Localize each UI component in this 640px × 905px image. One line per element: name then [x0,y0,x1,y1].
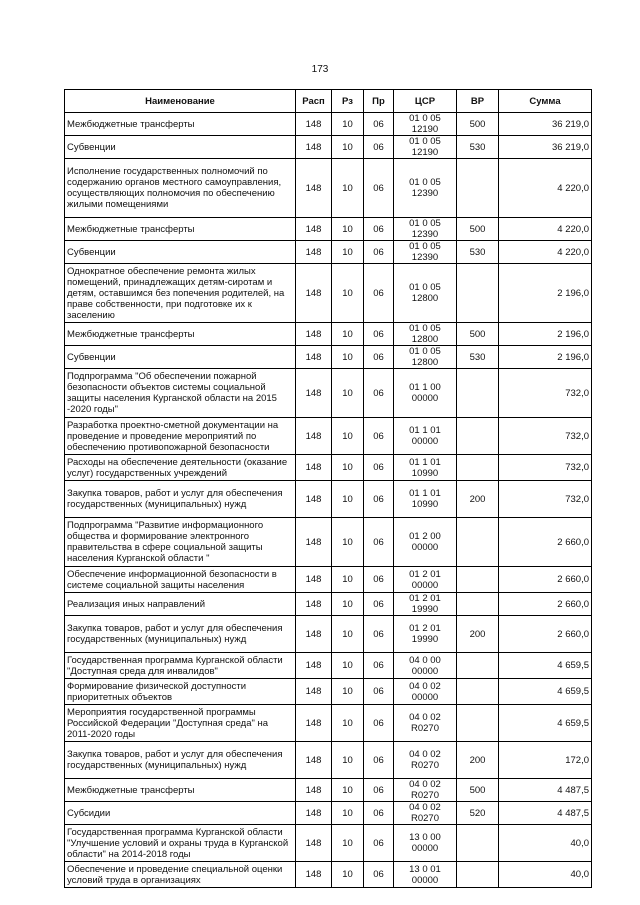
table-row [65,825,592,862]
row-pr: 06 [364,241,394,264]
table-row [65,705,592,742]
row-sum: 732,0 [499,418,592,455]
row-vr [457,455,499,481]
row-rz: 10 [332,218,364,241]
row-sum: 36 219,0 [499,113,592,136]
row-rasp: 148 [296,481,332,518]
row-csr: 01 0 05 12800 [394,346,457,369]
row-pr: 06 [364,593,394,616]
row-rasp: 148 [296,593,332,616]
row-rz: 10 [332,567,364,593]
row-sum: 4 220,0 [499,159,592,218]
row-name: Государственная программа Курганской области "Улучшение условий и охраны труда в Курганской области" на 2014-2018 годы [65,825,296,862]
row-vr: 500 [457,779,499,802]
row-vr: 200 [457,481,499,518]
table-row [65,113,592,136]
table-row [65,518,592,567]
row-pr: 06 [364,825,394,862]
row-pr: 06 [364,346,394,369]
row-csr: 01 2 01 19990 [394,616,457,653]
row-name: Субсидии [65,802,296,825]
table-row [65,862,592,888]
row-vr [457,593,499,616]
row-name: Субвенции [65,136,296,159]
row-sum: 732,0 [499,481,592,518]
row-pr: 06 [364,705,394,742]
table-row [65,218,592,241]
row-vr [457,518,499,567]
row-name: Исполнение государственных полномочий по содержанию органов местного самоуправления, осуществляющих полномочия по обеспечению жилыми помещениями [65,159,296,218]
row-rasp: 148 [296,742,332,779]
row-name: Закупка товаров, работ и услуг для обеспечения государственных (муниципальных) нужд [65,742,296,779]
row-csr: 04 0 02 00000 [394,679,457,705]
row-rasp: 148 [296,679,332,705]
row-csr: 01 0 05 12390 [394,241,457,264]
row-rz: 10 [332,779,364,802]
header-rz: Рз [332,90,364,113]
row-rasp: 148 [296,323,332,346]
row-csr: 01 1 00 00000 [394,369,457,418]
row-vr [457,567,499,593]
row-rasp: 148 [296,616,332,653]
row-name: Реализация иных направлений [65,593,296,616]
row-rasp: 148 [296,802,332,825]
row-name: Обеспечение и проведение специальной оценки условий труда в организациях [65,862,296,888]
row-sum: 732,0 [499,369,592,418]
row-name: Субвенции [65,346,296,369]
row-rz: 10 [332,825,364,862]
table-row [65,159,592,218]
row-csr: 01 0 05 12390 [394,159,457,218]
row-vr: 520 [457,802,499,825]
row-rasp: 148 [296,418,332,455]
row-sum: 4 220,0 [499,241,592,264]
row-vr: 500 [457,323,499,346]
row-vr: 530 [457,241,499,264]
table-row [65,136,592,159]
row-csr: 13 0 00 00000 [394,825,457,862]
row-csr: 01 2 01 00000 [394,567,457,593]
row-csr: 04 0 02 R0270 [394,705,457,742]
row-pr: 06 [364,802,394,825]
row-rz: 10 [332,455,364,481]
row-pr: 06 [364,567,394,593]
row-rasp: 148 [296,825,332,862]
header-csr: ЦСР [394,90,457,113]
row-rasp: 148 [296,218,332,241]
header-sum: Сумма [499,90,592,113]
table-row [65,616,592,653]
row-name: Однократное обеспечение ремонта жилых помещений, принадлежащих детям-сиротам и детям, оставшимся без попечения родителей, на праве собственности, при подготовке их к заселению [65,264,296,323]
row-rasp: 148 [296,779,332,802]
header-rasp: Расп [296,90,332,113]
row-rz: 10 [332,862,364,888]
row-sum: 2 196,0 [499,346,592,369]
row-pr: 06 [364,323,394,346]
row-vr [457,159,499,218]
row-rasp: 148 [296,264,332,323]
row-sum: 4 659,5 [499,705,592,742]
row-pr: 06 [364,159,394,218]
row-csr: 04 0 02 R0270 [394,779,457,802]
row-pr: 06 [364,218,394,241]
row-vr: 500 [457,218,499,241]
row-csr: 04 0 00 00000 [394,653,457,679]
row-rz: 10 [332,113,364,136]
row-sum: 2 660,0 [499,567,592,593]
row-rz: 10 [332,593,364,616]
table-row [65,241,592,264]
row-pr: 06 [364,679,394,705]
row-csr: 04 0 02 R0270 [394,802,457,825]
row-rasp: 148 [296,862,332,888]
row-vr: 200 [457,616,499,653]
row-pr: 06 [364,113,394,136]
row-rasp: 148 [296,653,332,679]
row-sum: 2 660,0 [499,616,592,653]
row-pr: 06 [364,418,394,455]
row-vr: 530 [457,346,499,369]
row-sum: 2 660,0 [499,593,592,616]
row-csr: 01 1 01 10990 [394,455,457,481]
row-rz: 10 [332,136,364,159]
row-name: Мероприятия государственной программы Российской Федерации "Доступная среда" на 2011-2020 годы [65,705,296,742]
row-rasp: 148 [296,455,332,481]
row-rasp: 148 [296,369,332,418]
table-row [65,742,592,779]
table-row [65,679,592,705]
table-row [65,653,592,679]
table-row [65,323,592,346]
table-row [65,802,592,825]
row-vr [457,825,499,862]
row-rz: 10 [332,653,364,679]
row-name: Разработка проектно-сметной документации на проведение и проведение мероприятий по обеспечению противопожарной безопасности [65,418,296,455]
row-sum: 4 487,5 [499,802,592,825]
row-csr: 01 0 05 12190 [394,113,457,136]
row-rz: 10 [332,264,364,323]
row-pr: 06 [364,455,394,481]
header-name: Наименование [65,90,296,113]
row-rz: 10 [332,323,364,346]
row-rz: 10 [332,346,364,369]
row-name: Обеспечение информационной безопасности в системе социальной защиты населения [65,567,296,593]
table-row [65,593,592,616]
row-pr: 06 [364,481,394,518]
row-rasp: 148 [296,113,332,136]
row-rz: 10 [332,369,364,418]
row-vr: 530 [457,136,499,159]
row-rasp: 148 [296,159,332,218]
row-csr: 01 1 01 00000 [394,418,457,455]
row-sum: 172,0 [499,742,592,779]
row-name: Закупка товаров, работ и услуг для обеспечения государственных (муниципальных) нужд [65,481,296,518]
row-sum: 40,0 [499,825,592,862]
header-vr: ВР [457,90,499,113]
row-name: Подпрограмма "Об обеспечении пожарной безопасности объектов системы социальной защиты населения Курганской области на 2015 -2020 годы" [65,369,296,418]
page-number: 173 [311,64,329,75]
table-row [65,567,592,593]
row-vr [457,653,499,679]
row-pr: 06 [364,653,394,679]
row-pr: 06 [364,518,394,567]
row-sum: 732,0 [499,455,592,481]
row-rz: 10 [332,802,364,825]
row-csr: 01 0 05 12800 [394,264,457,323]
table-row [65,455,592,481]
table-header-row [65,90,592,113]
row-sum: 4 220,0 [499,218,592,241]
row-name: Формирование физической доступности приоритетных объектов [65,679,296,705]
row-pr: 06 [364,136,394,159]
row-sum: 4 659,5 [499,679,592,705]
row-name: Государственная программа Курганской области "Доступная среда для инвалидов" [65,653,296,679]
table-row [65,346,592,369]
row-vr: 500 [457,113,499,136]
row-vr [457,418,499,455]
row-rz: 10 [332,518,364,567]
row-vr [457,264,499,323]
row-sum: 2 196,0 [499,323,592,346]
row-pr: 06 [364,369,394,418]
row-vr [457,705,499,742]
row-name: Межбюджетные трансферты [65,218,296,241]
row-rz: 10 [332,418,364,455]
row-name: Субвенции [65,241,296,264]
row-name: Межбюджетные трансферты [65,323,296,346]
row-rz: 10 [332,705,364,742]
header-pr: Пр [364,90,394,113]
row-pr: 06 [364,779,394,802]
row-sum: 40,0 [499,862,592,888]
row-name: Межбюджетные трансферты [65,779,296,802]
table-row [65,418,592,455]
row-csr: 13 0 01 00000 [394,862,457,888]
row-vr [457,369,499,418]
table-row [65,264,592,323]
row-rz: 10 [332,616,364,653]
row-rasp: 148 [296,567,332,593]
row-pr: 06 [364,862,394,888]
row-name: Подпрограмма "Развитие информационного общества и формирование электронного правительства в сфере социальной защиты населения Курганской области " [65,518,296,567]
row-rasp: 148 [296,241,332,264]
row-csr: 01 2 00 00000 [394,518,457,567]
row-rasp: 148 [296,518,332,567]
row-csr: 01 0 05 12390 [394,218,457,241]
row-sum: 2 660,0 [499,518,592,567]
row-pr: 06 [364,264,394,323]
row-rz: 10 [332,241,364,264]
row-csr: 01 0 05 12190 [394,136,457,159]
row-rz: 10 [332,159,364,218]
row-csr: 04 0 02 R0270 [394,742,457,779]
row-vr [457,862,499,888]
row-name: Закупка товаров, работ и услуг для обеспечения государственных (муниципальных) нужд [65,616,296,653]
row-rasp: 148 [296,346,332,369]
row-csr: 01 2 01 19990 [394,593,457,616]
table-row [65,481,592,518]
row-rz: 10 [332,481,364,518]
row-csr: 01 1 01 10990 [394,481,457,518]
row-pr: 06 [364,616,394,653]
table-row [65,779,592,802]
row-pr: 06 [364,742,394,779]
row-csr: 01 0 05 12800 [394,323,457,346]
row-rasp: 148 [296,705,332,742]
row-sum: 2 196,0 [499,264,592,323]
row-name: Межбюджетные трансферты [65,113,296,136]
table-row [65,369,592,418]
row-rasp: 148 [296,136,332,159]
row-rz: 10 [332,679,364,705]
row-sum: 36 219,0 [499,136,592,159]
row-vr [457,679,499,705]
row-name: Расходы на обеспечение деятельности (оказание услуг) государственных учреждений [65,455,296,481]
row-sum: 4 659,5 [499,653,592,679]
row-vr: 200 [457,742,499,779]
row-sum: 4 487,5 [499,779,592,802]
row-rz: 10 [332,742,364,779]
budget-table [64,89,592,888]
